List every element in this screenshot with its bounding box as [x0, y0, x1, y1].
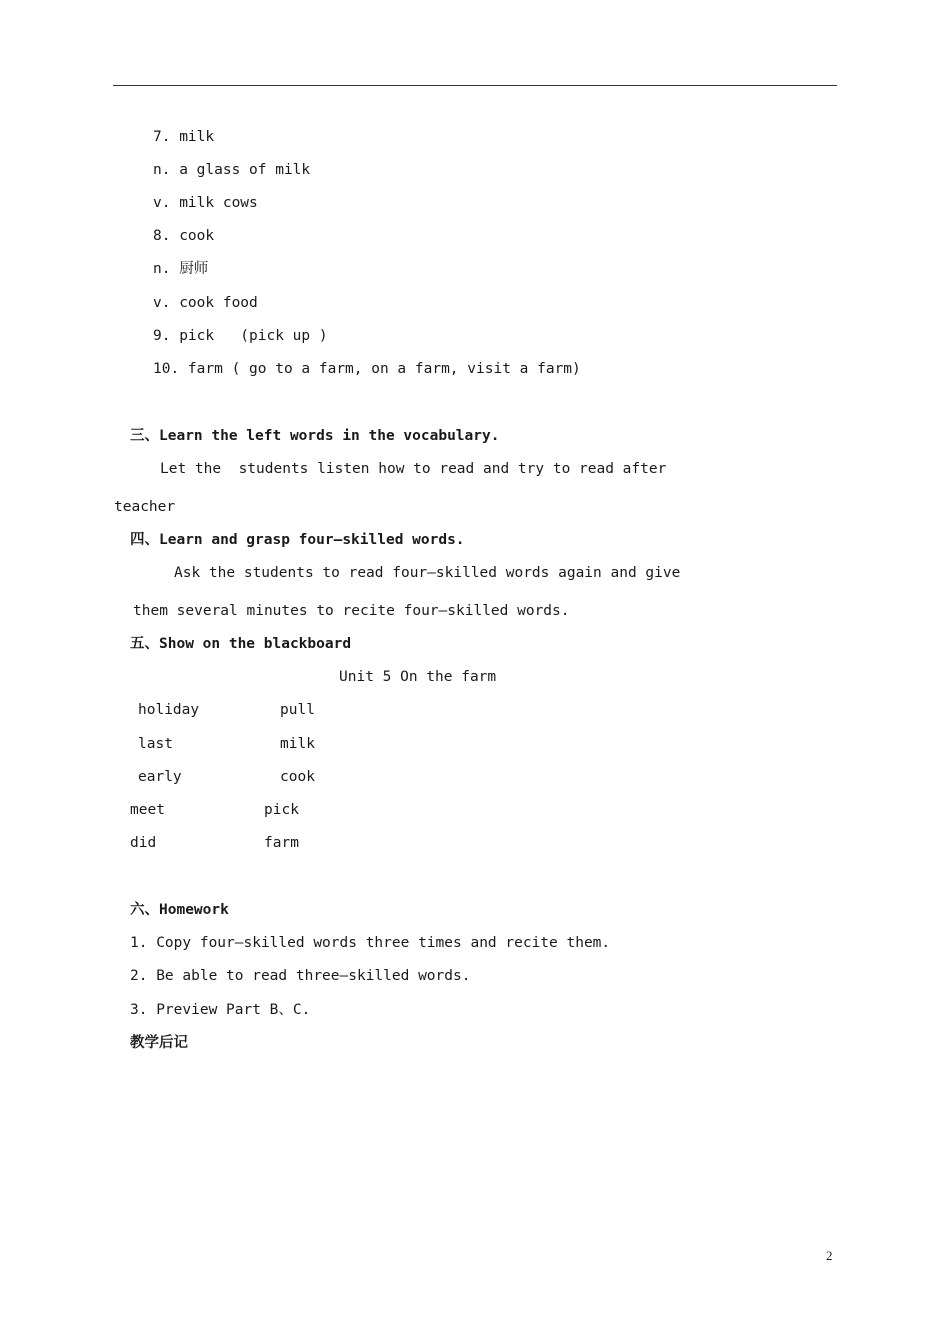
- board-word: pull: [280, 702, 315, 718]
- board-word: last: [138, 736, 173, 752]
- paragraph-line: Ask the students to read four—skilled words again and give: [174, 565, 681, 581]
- board-word: farm: [264, 835, 299, 851]
- paragraph-line: teacher: [114, 499, 176, 515]
- board-word: cook: [280, 769, 315, 785]
- paragraph-line: them several minutes to recite four—skilled words.: [133, 603, 570, 619]
- homework-item: 2. Be able to read three—skilled words.: [130, 968, 471, 984]
- vocab-line: 10. farm ( go to a farm, on a farm, visit a farm): [153, 361, 581, 377]
- section-heading: 四、Learn and grasp four—skilled words.: [130, 532, 465, 548]
- paragraph-line: Let the students listen how to read and try to read after: [160, 461, 667, 477]
- board-word: did: [130, 835, 157, 851]
- vocab-line: 8. cook: [153, 228, 215, 244]
- board-title: Unit 5 On the farm: [339, 669, 497, 685]
- section-heading: 六、Homework: [130, 902, 229, 918]
- board-word: early: [138, 769, 182, 785]
- homework-item: 3. Preview Part B、C.: [130, 1002, 311, 1018]
- homework-item: 1. Copy four—skilled words three times and recite them.: [130, 935, 611, 951]
- vocab-line: 9. pick (pick up ): [153, 328, 328, 344]
- board-word: pick: [264, 802, 299, 818]
- board-word: milk: [280, 736, 315, 752]
- vocab-line: n. 厨师: [153, 261, 209, 277]
- section-heading: 五、Show on the blackboard: [130, 636, 352, 652]
- section-heading: 三、Learn the left words in the vocabulary.: [130, 428, 500, 444]
- vocab-line: n. a glass of milk: [153, 162, 311, 178]
- header-rule: [113, 85, 837, 86]
- vocab-line: 7. milk: [153, 129, 215, 145]
- board-word: meet: [130, 802, 165, 818]
- vocab-line: v. cook food: [153, 295, 258, 311]
- vocab-line: v. milk cows: [153, 195, 258, 211]
- notes-heading: 教学后记: [130, 1035, 188, 1051]
- board-word: holiday: [138, 702, 200, 718]
- page-number: 2: [826, 1248, 833, 1263]
